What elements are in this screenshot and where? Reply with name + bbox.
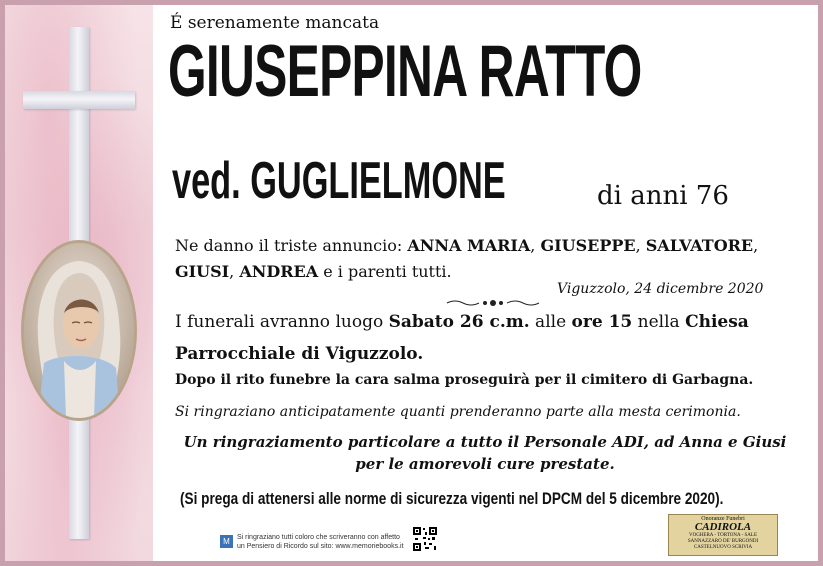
special-thanks-line-1: Un ringraziamento particolare a tutto il Personale ADI, ad Anna e Giusi (183, 433, 787, 451)
announcement-name-segment: , (753, 236, 759, 255)
memoriebooks-logo: M (220, 535, 233, 548)
funeral-text-segment: Chiesa (685, 312, 749, 332)
agency-name: CADIROLA (694, 521, 752, 533)
funeral-line-2: Parrocchiale di Viguzzolo. (175, 344, 424, 364)
announcement-name-segment: GIUSI (175, 262, 230, 281)
madonna-portrait-image (21, 240, 137, 421)
funeral-text-segment: I funerali avranno luogo (175, 312, 389, 332)
announcement-names-1 (407, 236, 758, 255)
qr-code-icon[interactable] (412, 526, 438, 552)
funeral-text-segment: Sabato 26 c.m. (388, 312, 530, 332)
announcement-line-2 (175, 260, 452, 285)
agency-line-1: Onoranze Funebri (701, 516, 745, 522)
announcement-name-segment: , (635, 236, 646, 255)
announcement-name-segment: ANDREA (239, 262, 319, 281)
announcement-name-segment: , (530, 236, 541, 255)
funeral-line-1 (175, 312, 749, 332)
burial-text: Dopo il rito funebre la cara salma proseguirà per il cimitero di Garbagna. (175, 372, 754, 388)
funeral-agency-badge (668, 514, 778, 556)
decorative-side-panel (5, 5, 153, 561)
cross-horizontal-beam (23, 91, 135, 109)
special-thanks-line-2: per le amorevoli cure prestate. (355, 454, 615, 473)
footer-line-1: Si ringraziano tutti coloro che scriveranno con affetto (237, 534, 400, 541)
agency-line-5: CASTELNUOVO SCRIVIA (693, 544, 753, 550)
funeral-text-segment: alle (529, 312, 572, 332)
agency-line-4: SANNAZZARO DE' BURGONDI (687, 538, 759, 544)
deceased-name: GIUSEPPINA RATTO (168, 31, 642, 112)
funeral-text-segment: nella (632, 312, 686, 332)
intro-text: É serenamente mancata (170, 13, 380, 33)
deceased-age: di anni 76 (597, 181, 729, 211)
announcement-line-1 (175, 234, 758, 259)
special-thanks (165, 432, 805, 476)
ornamental-divider-icon (445, 298, 541, 308)
thanks-text: Si ringraziano anticipatamente quanti prenderanno parte alla mesta cerimonia. (175, 404, 741, 420)
announcement-name-segment: e i parenti tutti. (318, 262, 452, 281)
announcement-name-segment: , (229, 262, 240, 281)
footer-line-2[interactable]: un Pensiero di Ricordo sul sito: www.memoriebooks.it (237, 543, 404, 551)
madonna-icon (24, 243, 134, 418)
announcement-prefix: Ne danno il triste annuncio: (175, 236, 408, 255)
agency-line-3: VOGHERA - TORTONA - SALE (688, 533, 758, 538)
announcement-name-segment: SALVATORE (645, 236, 754, 255)
funeral-text-segment: ore 15 (571, 312, 633, 332)
announcement-name-segment: ANNA MARIA (407, 236, 531, 255)
place-date: Viguzzolo, 24 dicembre 2020 (557, 281, 764, 297)
dpcm-notice: (Si prega di attenersi alle norme di sicurezza vigenti nel DPCM del 5 dicembre 2020). (180, 489, 724, 508)
footer-text (237, 533, 404, 551)
deceased-married-name: ved. GUGLIELMONE (172, 152, 506, 210)
announcement-name-segment: GIUSEPPE (540, 236, 636, 255)
